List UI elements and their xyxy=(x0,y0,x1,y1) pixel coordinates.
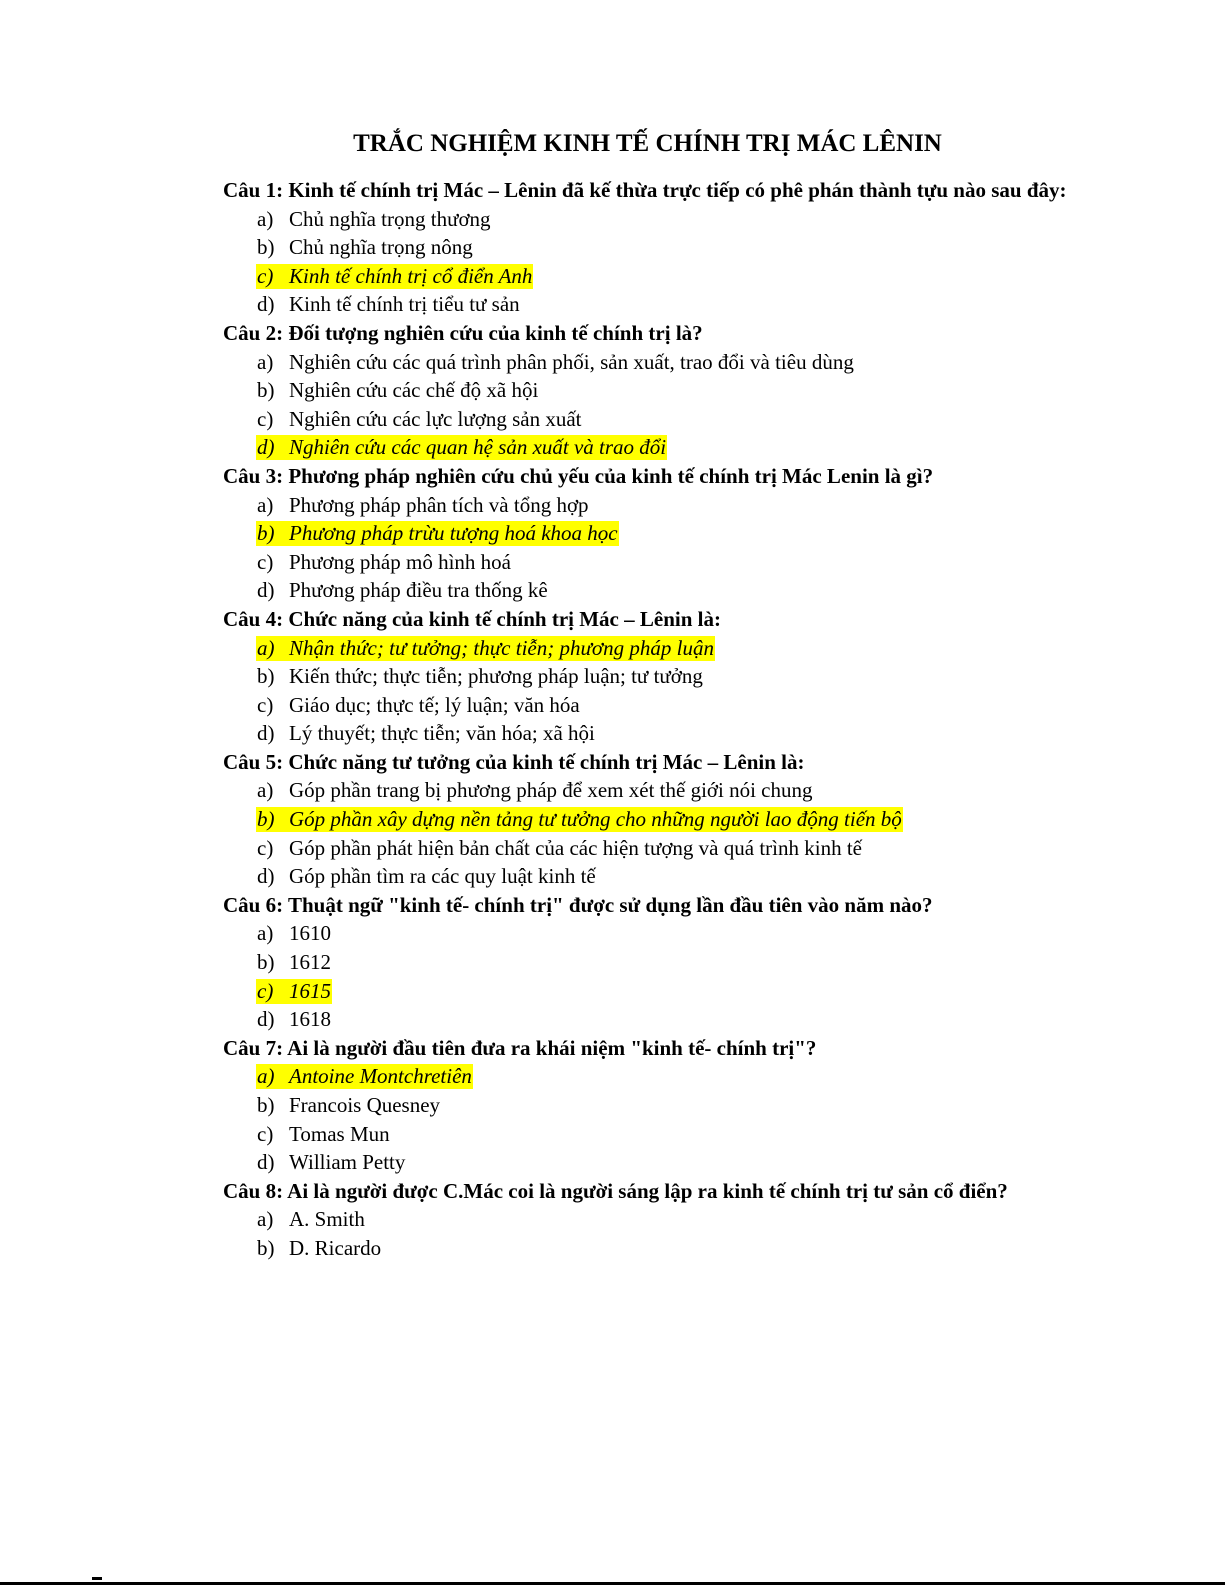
answer-letter: d) xyxy=(257,292,275,317)
option-list xyxy=(223,491,1083,605)
answer-text: Nghiên cứu các quan hệ sản xuất và trao đổi xyxy=(289,435,667,460)
answer-letter: c) xyxy=(257,549,274,574)
answer-letter: b) xyxy=(257,950,275,975)
answer-option xyxy=(223,1005,1083,1034)
answer-option-body xyxy=(256,578,549,603)
answer-letter: d) xyxy=(257,1007,275,1032)
answer-option xyxy=(223,1205,1083,1234)
answer-letter: a) xyxy=(257,635,275,660)
answer-letter: a) xyxy=(257,778,274,803)
option-list xyxy=(223,348,1083,462)
answer-text: Antoine Montchretiên xyxy=(289,1064,472,1089)
answer-option-body xyxy=(256,950,332,975)
answer-text: Nghiên cứu các chế độ xã hội xyxy=(289,378,539,403)
answer-option xyxy=(223,919,1083,948)
answer-option-body xyxy=(256,235,474,260)
answer-option-correct xyxy=(223,433,1083,462)
answer-letter: d) xyxy=(257,1150,275,1175)
answer-option xyxy=(223,491,1083,520)
answer-text: Kiến thức; thực tiễn; phương pháp luận; tư tưởng xyxy=(289,664,703,689)
answer-option-body xyxy=(256,693,581,718)
answer-option-body xyxy=(256,407,583,432)
answer-option-correct xyxy=(223,519,1083,548)
answer-text: Lý thuyết; thực tiễn; văn hóa; xã hội xyxy=(289,721,595,746)
answer-option-body xyxy=(256,807,903,832)
answer-option xyxy=(223,1120,1083,1149)
answer-option-body xyxy=(256,550,512,575)
answer-text: Góp phần xây dựng nền tảng tư tưởng cho những người lao động tiến bộ xyxy=(289,807,902,832)
answer-option xyxy=(223,205,1083,234)
question-text: Câu 5: Chức năng tư tưởng của kinh tế chính trị Mác – Lênin là: xyxy=(223,749,805,774)
answer-option-body xyxy=(256,979,332,1004)
question-text: Câu 7: Ai là người đầu tiên đưa ra khái niệm "kinh tế- chính trị"? xyxy=(223,1035,817,1060)
answer-option xyxy=(223,233,1083,262)
answer-option xyxy=(223,1148,1083,1177)
answer-option-body xyxy=(256,1093,441,1118)
option-list xyxy=(223,1062,1083,1176)
answer-option-body xyxy=(256,1207,366,1232)
answer-option-body xyxy=(256,921,332,946)
answer-letter: d) xyxy=(257,721,275,746)
answer-option-body xyxy=(256,664,704,689)
answer-letter: a) xyxy=(257,349,274,374)
answer-option-correct xyxy=(223,805,1083,834)
answer-text: Kinh tế chính trị tiểu tư sản xyxy=(289,292,520,317)
answer-letter: a) xyxy=(257,206,274,231)
answer-option-body xyxy=(256,292,521,317)
answer-option xyxy=(223,862,1083,891)
answer-option xyxy=(223,948,1083,977)
answer-option-body xyxy=(256,1150,406,1175)
answer-letter: a) xyxy=(257,1064,275,1089)
answer-letter: c) xyxy=(257,263,274,288)
answer-option-correct xyxy=(223,1062,1083,1091)
answer-letter: b) xyxy=(257,807,275,832)
answer-option-body xyxy=(256,264,533,289)
answer-letter: b) xyxy=(257,1093,275,1117)
answer-option xyxy=(223,405,1083,434)
question-block-7 xyxy=(223,1034,1083,1177)
answer-text: Góp phần tìm ra các quy luật kinh tế xyxy=(289,864,596,889)
answer-option-body xyxy=(256,207,492,232)
answer-option-correct xyxy=(223,262,1083,291)
answer-text: 1610 xyxy=(289,921,331,946)
answer-option xyxy=(223,662,1083,691)
answer-option xyxy=(223,1234,1083,1263)
answer-text: Phương pháp trừu tượng hoá khoa học xyxy=(289,521,618,546)
answer-option-body xyxy=(256,864,597,889)
answer-option xyxy=(223,1091,1083,1120)
answer-letter: b) xyxy=(257,235,275,260)
question-text: Câu 3: Phương pháp nghiên cứu chủ yếu của kinh tế chính trị Mác Lenin là gì? xyxy=(223,463,934,488)
answer-letter: c) xyxy=(257,406,274,431)
answer-option xyxy=(223,776,1083,805)
answer-text: Nhận thức; tư tưởng; thực tiễn; phương pháp luận xyxy=(289,635,714,660)
answer-text: Chủ nghĩa trọng nông xyxy=(289,235,473,260)
answer-option xyxy=(223,348,1083,377)
answer-letter: d) xyxy=(257,435,275,460)
answer-letter: a) xyxy=(257,1207,274,1232)
answer-text: Giáo dục; thực tế; lý luận; văn hóa xyxy=(289,692,580,717)
answer-option-correct xyxy=(223,977,1083,1006)
option-list xyxy=(223,1205,1083,1262)
answer-letter: d) xyxy=(257,864,275,889)
answer-text: Nghiên cứu các lực lượng sản xuất xyxy=(289,406,582,431)
question-text: Câu 2: Đối tượng nghiên cứu của kinh tế chính trị là? xyxy=(223,320,703,345)
answer-letter: c) xyxy=(257,1121,274,1146)
answer-text: Tomas Mun xyxy=(289,1121,390,1146)
answer-option-body xyxy=(256,350,855,375)
question-text: Câu 8: Ai là người được C.Mác coi là người sáng lập ra kinh tế chính trị tư sản cổ điển? xyxy=(223,1178,1008,1203)
answer-option-body xyxy=(256,1236,382,1261)
answer-option-body xyxy=(256,1122,391,1147)
answer-option xyxy=(223,719,1083,748)
answer-letter: d) xyxy=(257,578,275,603)
question-block-3 xyxy=(223,462,1083,605)
answer-text: Francois Quesney xyxy=(289,1093,441,1117)
answer-option-correct xyxy=(223,634,1083,663)
question-text: Câu 1: Kinh tế chính trị Mác – Lênin đã kế thừa trực tiếp có phê phán thành tựu nào sau đây: xyxy=(223,178,1067,202)
answer-letter: b) xyxy=(257,521,275,546)
question-block-6 xyxy=(223,891,1083,1034)
option-list xyxy=(223,919,1083,1033)
answer-option-body xyxy=(256,1064,473,1089)
answer-letter: a) xyxy=(257,492,274,517)
question-block-2 xyxy=(223,319,1083,462)
answer-text: William Petty xyxy=(289,1150,406,1175)
answer-text: D. Ricardo xyxy=(289,1235,382,1260)
option-list xyxy=(223,634,1083,748)
question-text: Câu 6: Thuật ngữ "kinh tế- chính trị" được sử dụng lần đầu tiên vào năm nào? xyxy=(223,892,933,917)
answer-text: Phương pháp điều tra thống kê xyxy=(289,578,548,603)
answer-letter: b) xyxy=(257,1235,275,1260)
answer-option-body xyxy=(256,778,814,803)
answer-option-body xyxy=(256,1007,332,1032)
answer-option-body xyxy=(256,636,715,661)
answer-text: 1615 xyxy=(289,978,331,1003)
answer-option xyxy=(223,376,1083,405)
answer-option xyxy=(223,576,1083,605)
answer-option xyxy=(223,548,1083,577)
answer-letter: b) xyxy=(257,664,275,689)
answer-text: 1618 xyxy=(289,1007,331,1032)
answer-option xyxy=(223,290,1083,319)
answer-text: Kinh tế chính trị cổ điển Anh xyxy=(289,263,533,288)
page-title: TRẮC NGHIỆM KINH TẾ CHÍNH TRỊ MÁC LÊNIN xyxy=(353,130,942,157)
question-list xyxy=(223,176,1083,1263)
answer-text: Chủ nghĩa trọng thương xyxy=(289,206,491,231)
question-block-5 xyxy=(223,748,1083,891)
option-list xyxy=(223,776,1083,890)
answer-option-body xyxy=(256,435,667,460)
answer-option xyxy=(223,691,1083,720)
answer-option xyxy=(223,834,1083,863)
answer-letter: c) xyxy=(257,692,274,717)
answer-text: 1612 xyxy=(289,950,331,975)
answer-text: Phương pháp phân tích và tổng hợp xyxy=(289,492,589,517)
answer-text: Góp phần phát hiện bản chất của các hiện tượng và quá trình kinh tế xyxy=(289,835,862,860)
answer-option-body xyxy=(256,378,539,403)
answer-text: Phương pháp mô hình hoá xyxy=(289,549,511,574)
answer-text: Nghiên cứu các quá trình phân phối, sản xuất, trao đổi và tiêu dùng xyxy=(289,349,854,374)
question-block-1 xyxy=(223,176,1083,319)
answer-text: A. Smith xyxy=(289,1207,365,1232)
answer-option-body xyxy=(256,836,863,861)
option-list xyxy=(223,205,1083,319)
answer-letter: c) xyxy=(257,835,274,860)
answer-option-body xyxy=(256,521,619,546)
answer-letter: b) xyxy=(257,378,275,403)
answer-letter: c) xyxy=(257,978,274,1003)
answer-letter: a) xyxy=(257,921,274,946)
question-block-8 xyxy=(223,1177,1083,1263)
question-text: Câu 4: Chức năng của kinh tế chính trị Mác – Lênin là: xyxy=(223,606,721,631)
answer-text: Góp phần trang bị phương pháp để xem xét thế giới nói chung xyxy=(289,778,813,803)
answer-option-body xyxy=(256,721,596,746)
page-bottom-mark xyxy=(92,1577,102,1580)
question-block-4 xyxy=(223,605,1083,748)
answer-option-body xyxy=(256,493,590,518)
